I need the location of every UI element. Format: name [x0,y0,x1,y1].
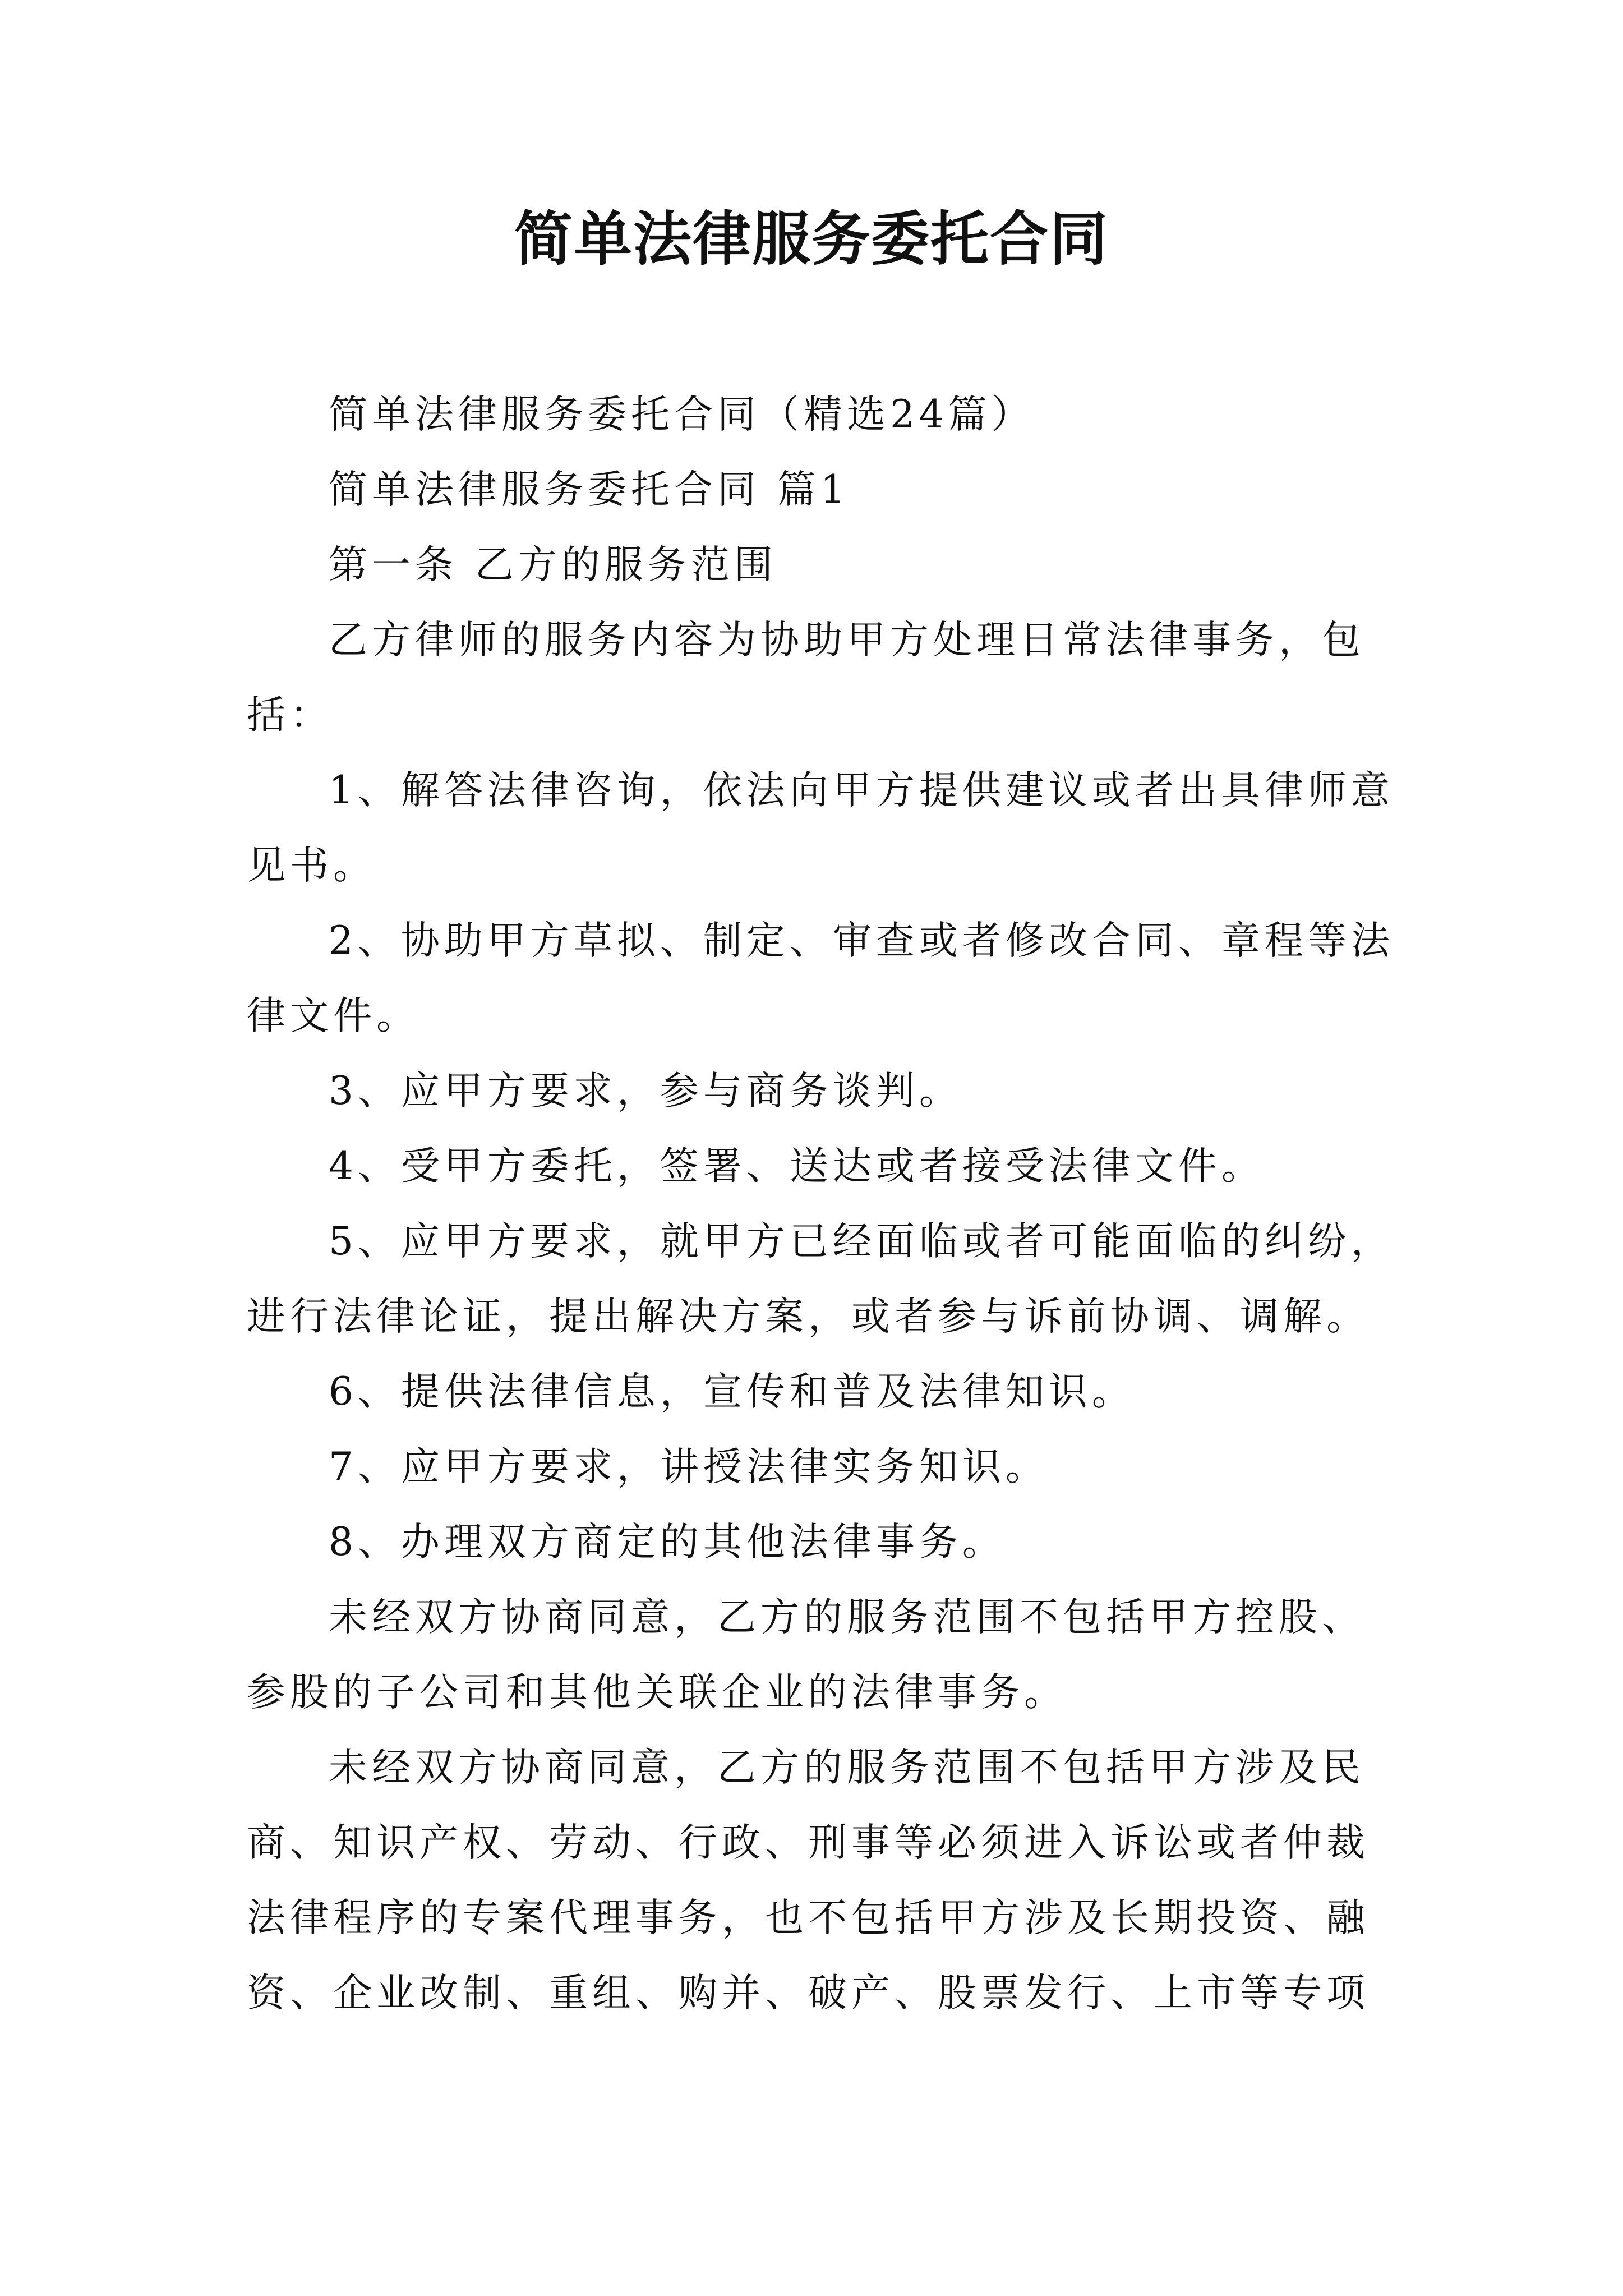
list-item-5: 5、应甲方要求，就甲方已经面临或者可能面临的纠纷，进行法律论证，提出解决方案，或者参与诉前协调、调解。 [247,1219,1394,1339]
list-item-4: 4、受甲方委托，签署、送达或者接受法律文件。 [329,1144,1265,1189]
paragraph-part-heading: 简单法律服务委托合同 篇1 [329,467,850,512]
list-item-8: 8、办理双方商定的其他法律事务。 [329,1520,1006,1565]
list-item-2: 2、协助甲方草拟、制定、审查或者修改合同、章程等法律文件。 [247,918,1394,1038]
document-title: 简单法律服务委托合同 [514,205,1109,273]
list-item-1: 1、解答法律咨询，依法向甲方提供建议或者出具律师意见书。 [247,768,1394,888]
paragraph-article-heading: 第一条 乙方的服务范围 [329,542,777,587]
paragraph-exclusion-2: 未经双方协商同意，乙方的服务范围不包括甲方涉及民商、知识产权、劳动、行政、刑事等必须进入诉讼或者仲裁法律程序的专案代理事务，也不包括甲方涉及长期投资、融资、企业改制、重组、购并、破产、股票发行、上市等专项 [247,1745,1370,2016]
paragraph-intro: 乙方律师的服务内容为协助甲方处理日常法律事务，包括： [247,618,1365,738]
list-item-7: 7、应甲方要求，讲授法律实务知识。 [329,1444,1049,1489]
list-item-3: 3、应甲方要求，参与商务谈判。 [329,1069,962,1114]
paragraph-exclusion-1: 未经双方协商同意，乙方的服务范围不包括甲方控股、参股的子公司和其他关联企业的法律事务。 [247,1595,1365,1715]
paragraph-subtitle: 简单法律服务委托合同（精选24篇） [329,392,1035,437]
document-body [247,377,1396,2031]
list-item-6: 6、提供法律信息，宣传和普及法律知识。 [329,1369,1135,1414]
